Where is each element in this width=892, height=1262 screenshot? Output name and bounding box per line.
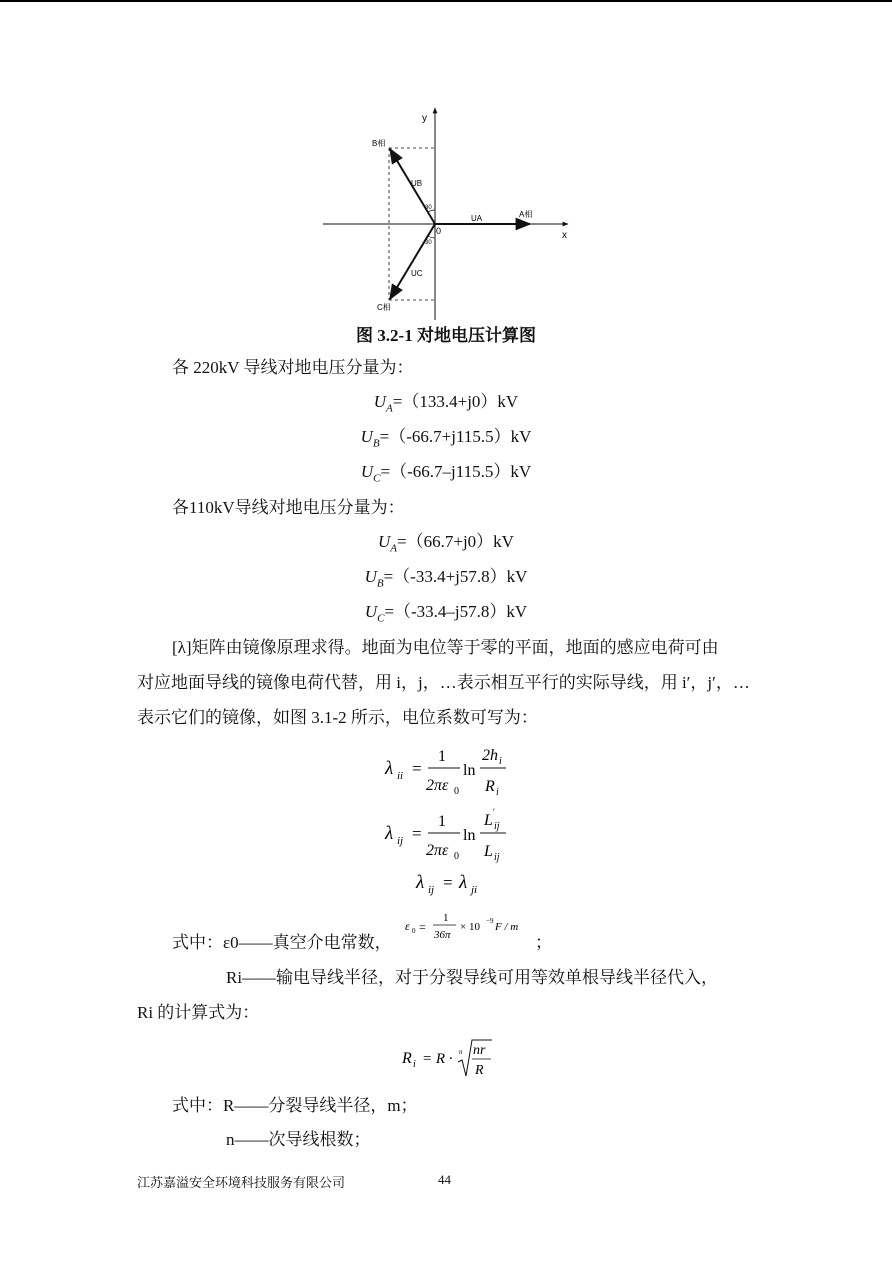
svg-text:λ: λ [385, 758, 394, 779]
svg-text:ln: ln [463, 762, 476, 779]
vector-uc [390, 224, 435, 299]
svg-text:ij: ij [494, 852, 500, 863]
eq-ua-110: $U_A=(66.7+j0)kV$ [378, 532, 514, 555]
footer-page-number: 44 [438, 1172, 451, 1187]
svg-text:ji: ji [471, 884, 478, 896]
eq-uc-110: $U_C=(-33.4-j57.8)kV$ [364, 602, 528, 625]
ua-label: UA [471, 214, 483, 223]
svg-text:=: = [412, 759, 422, 778]
svg-text:2πε: 2πε [426, 777, 449, 794]
eq-ua-220: $U_A=(133.4+j0)kV$ [373, 392, 519, 415]
footer-company: 江苏嘉溢安全环境科技服务有限公司 [137, 1175, 346, 1190]
svg-text:i: i [413, 1059, 416, 1070]
svg-text:i: i [496, 787, 499, 798]
eq-ub-220: $U_B=(-66.7+j115.5)kV$ [360, 427, 532, 450]
svg-text:R: R [485, 778, 495, 795]
svg-text:R: R [402, 1050, 412, 1067]
ub-label: UB [411, 179, 423, 188]
lambda-formulas [0, 735, 892, 905]
formula-lambda-symmetry [415, 872, 477, 896]
eq-uc-220: $U_C=(-66.7-j115.5)kV$ [360, 462, 532, 485]
svg-text:=: = [412, 824, 422, 843]
eq-ub-110: $U_B=(-33.4+j57.8)kV$ [364, 567, 528, 590]
where-n: n——次导线根数； [226, 1130, 371, 1149]
svg-text:F / m: F / m [495, 921, 519, 933]
svg-text:36π: 36π [434, 929, 451, 941]
svg-text:2h: 2h [482, 747, 498, 764]
intro-110kv: 各110kV导线对地电压分量为： [172, 498, 405, 517]
svg-text:ε: ε [405, 919, 410, 933]
svg-text:ij: ij [428, 884, 435, 896]
svg-text:i: i [499, 756, 502, 767]
svg-text:= R ·: = R · [422, 1051, 453, 1067]
svg-text:0: 0 [412, 927, 416, 935]
figure-caption: 图 3.2-1 对地电压计算图 [356, 326, 536, 345]
svg-text:ii: ii [397, 770, 404, 782]
svg-text:=: = [443, 873, 453, 892]
svg-text:0: 0 [454, 786, 459, 797]
svg-text:L: L [484, 812, 493, 829]
svg-text:R: R [475, 1063, 484, 1078]
svg-text:ln: ln [463, 827, 476, 844]
svg-text:1: 1 [443, 912, 449, 924]
svg-text:2πε: 2πε [426, 842, 449, 859]
svg-text:λ: λ [385, 823, 394, 844]
phase-a-label: A相 [519, 210, 533, 219]
ri-formula [380, 1030, 520, 1085]
phase-c-label: C相 [377, 303, 391, 312]
svg-text:ij: ij [397, 835, 404, 847]
where-eps0: 式中：ε0——真空介电常数， [172, 933, 392, 952]
phase-b-label: B相 [372, 139, 386, 148]
y-axis-label: y [422, 113, 427, 124]
angle-arc-bottom [428, 236, 435, 238]
phasor-diagram [0, 0, 892, 330]
eps0-formula [400, 905, 550, 950]
svg-text:λ: λ [459, 872, 468, 893]
uc-label: UC [411, 269, 423, 278]
svg-text:nr: nr [473, 1043, 486, 1058]
svg-text:′: ′ [493, 807, 495, 817]
svg-text:ij: ij [494, 821, 500, 832]
svg-text:0: 0 [454, 851, 459, 862]
where-eps0-suffix: ； [535, 933, 552, 952]
svg-text:−9: −9 [486, 917, 494, 925]
svg-text:=: = [419, 920, 426, 934]
para-lambda-line2: 对应地面导线的镜像电荷代替，用 i，j，…表示相互平行的实际导线，用 i′，j′，… [137, 673, 750, 692]
svg-text:L: L [484, 843, 493, 860]
origin-label: 0 [436, 226, 442, 236]
formula-lambda-ij [384, 807, 506, 863]
svg-text:1: 1 [438, 748, 446, 765]
ri-description-line2: Ri 的计算式为： [137, 1003, 260, 1022]
svg-text:n: n [459, 1048, 463, 1056]
where-r: 式中：R——分裂导线半径，m； [172, 1096, 418, 1115]
svg-text:λ: λ [416, 872, 425, 893]
svg-text:1: 1 [438, 813, 446, 830]
formula-lambda-ii [384, 747, 506, 798]
intro-220kv: 各 220kV 导线对地电压分量为： [172, 358, 414, 377]
angle-bottom-label: 30 [425, 240, 432, 246]
ri-description-line1: Ri——输电导线半径，对于分裂导线可用等效单根导线半径代入， [226, 968, 719, 987]
para-lambda-line3: 表示它们的镜像，如图 3.1-2 所示，电位系数可写为： [137, 708, 538, 727]
para-lambda-line1: [λ]矩阵由镜像原理求得。地面为电位等于零的平面，地面的感应电荷可由 [172, 638, 719, 657]
svg-text:× 10: × 10 [460, 921, 480, 933]
angle-top-label: 30 [425, 205, 432, 211]
x-axis-label: x [562, 230, 567, 241]
